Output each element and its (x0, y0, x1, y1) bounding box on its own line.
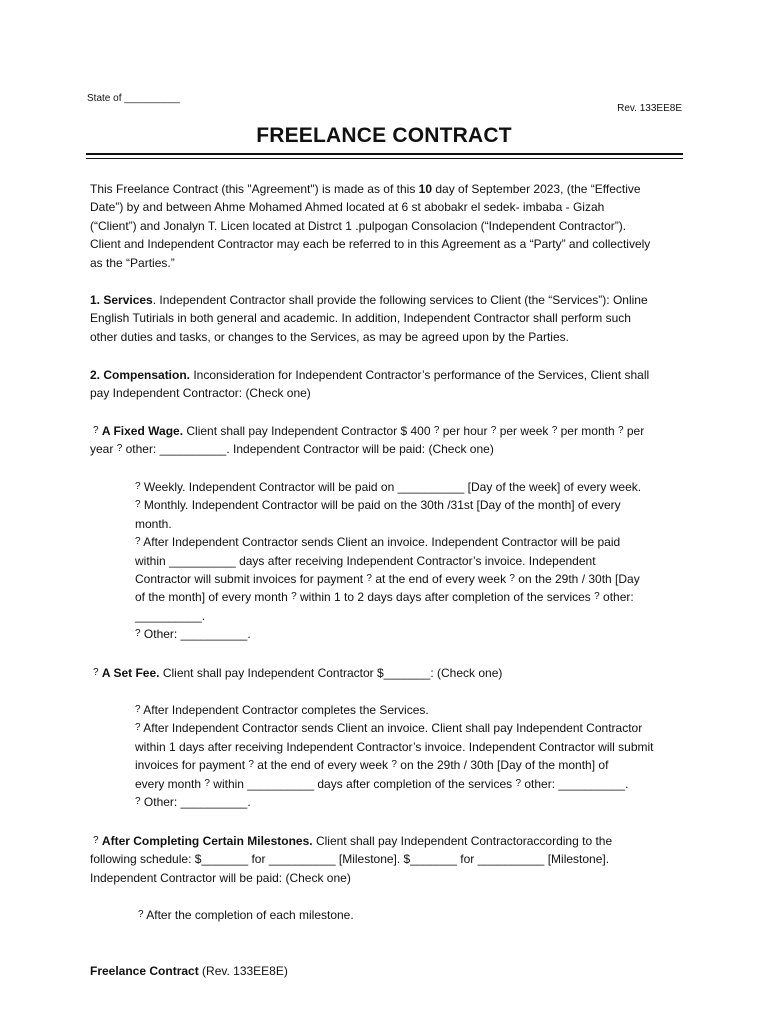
fixed-wage-payment-options: ? Weekly. Independent Contractor will be paid on __________ [Day of the week] of every week. ? Monthly. Independent Contractor will be paid on the 30th /31st [Day of the month] of every month. ? After Independent Contractor sends Client an invoice. Independent Contractor will be paid within __________ days after receiving Independent Contractor’s invoice. Independent Contractor will submit invoices for payment ? at the end of every week ? on the 29th / 30th [Day of the month] of every month ? within 1 to 2 days days after completion of the services ? other: __________. ? Other: __________. (135, 480, 642, 642)
revision-code: Rev. 133EE8E (617, 103, 682, 114)
checkbox-icon[interactable]: ? (509, 573, 515, 585)
checkbox-icon[interactable]: ? (135, 536, 141, 548)
checkbox-icon[interactable]: ? (617, 425, 624, 436)
set-fee-option: ? A Set Fee. Client shall pay Independent Contractor $_______: (Check one) (93, 666, 503, 680)
checkbox-icon[interactable]: ? (93, 425, 99, 436)
checkbox-icon[interactable]: ? (551, 425, 558, 436)
checkbox-icon[interactable]: ? (515, 777, 522, 789)
checkbox-icon[interactable]: ? (204, 777, 210, 789)
compensation-heading: 2. Compensation. (90, 368, 191, 382)
checkbox-icon[interactable]: ? (135, 796, 141, 808)
set-fee-payment-options: ? After Independent Contractor completes the Services. ? After Independent Contractor sends Client an invoice. Client shall pay Independent Contractor within 1 days after receiving Independent Contractor’s invoice. Independent Contractor will submit invoices for payment ? at the end of every week ? on the 29th / 30th [Day of the month] of every month ? within __________ days after completion of the services ? other: __________. ? Other: __________. (135, 703, 654, 810)
checkbox-icon[interactable]: ? (116, 443, 123, 455)
checkbox-icon[interactable]: ? (135, 722, 141, 734)
state-label: State of __________ (87, 93, 180, 104)
intro-paragraph: This Freelance Contract (this "Agreement") is made as of this 10 day of September 2023, (the “Effective Date”) by and between Ahme Mohamed Ahmed located at 6 st abobakr el sedek- imbaba - Gizah (“Client”) and Jonalyn T. Licen located at Distrct 1 .pulpogan Consolacion (“Independent Contractor”). Client and Independent Contractor may each be referred to in this Agreement as a “Party” and collectively as the “Parties.” (90, 182, 651, 270)
title-rule-thick (86, 153, 683, 155)
title-rule-thin (86, 158, 683, 159)
checkbox-icon[interactable]: ? (135, 704, 141, 715)
checkbox-icon[interactable]: ? (93, 835, 99, 846)
checkbox-icon[interactable]: ? (248, 759, 254, 771)
checkbox-icon[interactable]: ? (291, 591, 297, 603)
services-section: 1. Services. Independent Contractor shall provide the following services to Client (the “Services”): Online English Tutirials in both general and academic. In addition, Independent Contractor shall perform such other duties and tasks, or changes to the Services, as may be agreed upon by the Parties. (90, 293, 648, 344)
page-footer: Freelance Contract (Rev. 133EE8E) (90, 964, 288, 978)
checkbox-icon[interactable]: ? (135, 481, 141, 492)
checkbox-icon[interactable]: ? (490, 425, 497, 436)
document-title: FREELANCE CONTRACT (256, 124, 512, 147)
checkbox-icon[interactable]: ? (391, 759, 397, 771)
milestones-option: ? After Completing Certain Milestones. Client shall pay Independent Contractoraccording to the following schedule: $_______ for __________ [Milestone]. $_______ for __________ [Milestone]. Independent Contractor will be paid: (Check one) (90, 834, 613, 885)
checkbox-icon[interactable]: ? (366, 573, 372, 585)
fixed-wage-option: ? A Fixed Wage. Client shall pay Independent Contractor $ 400 ? per hour ? per week ? per month ? per year ? other: __________. Independent Contractor will be paid: (Check one) (90, 424, 645, 457)
compensation-section: 2. Compensation. Inconsideration for Independent Contractor’s performance of the Services, Client shall pay Independent Contractor: (Check one) (90, 368, 650, 401)
checkbox-icon[interactable]: ? (135, 499, 141, 511)
checkbox-icon[interactable]: ? (135, 628, 141, 640)
checkbox-icon[interactable]: ? (433, 425, 440, 436)
milestone-payment-options: ? After the completion of each milestone. (138, 908, 354, 922)
checkbox-icon[interactable]: ? (93, 667, 99, 678)
checkbox-icon[interactable]: ? (138, 909, 144, 920)
services-heading: 1. Services (90, 293, 153, 307)
checkbox-icon[interactable]: ? (594, 591, 600, 603)
